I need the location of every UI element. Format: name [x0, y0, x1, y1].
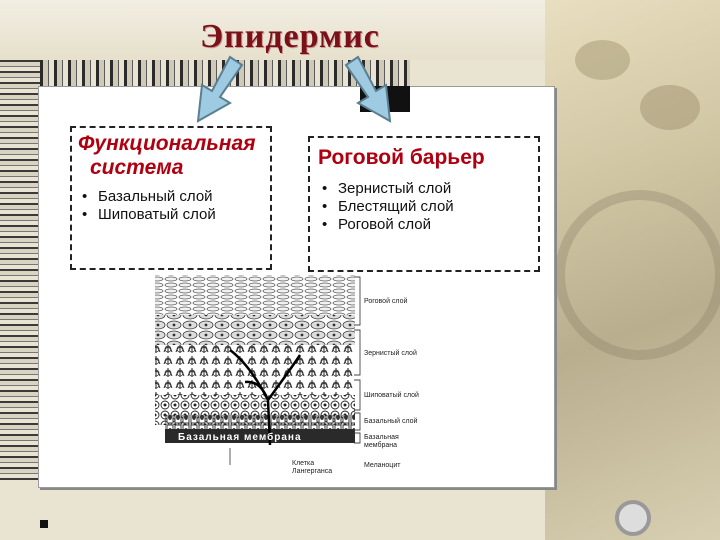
horny-barrier-list [318, 180, 530, 234]
functional-system-heading: Функциональная [78, 132, 256, 155]
membrane-caption: Базальная мембрана [178, 432, 302, 443]
background-photo-panel [545, 0, 720, 540]
stethoscope-head-decoration [615, 500, 651, 536]
page-title: Эпидермис [200, 18, 380, 55]
granular-layer [155, 315, 355, 345]
label-langerhans: Клетка Лангерганса [292, 460, 333, 475]
label-corneum: Роговой слой [364, 298, 408, 305]
list-item: • Роговой слой [318, 216, 530, 234]
list-item: • Блестящий слой [318, 198, 530, 216]
label-spinous: Шиповатый слой [364, 392, 419, 399]
list-item: • Шиповатый слой [78, 206, 264, 224]
pill-decoration [640, 85, 700, 130]
label-basal: Базальный слой [364, 418, 418, 425]
stethoscope-decoration [555, 190, 720, 360]
horny-barrier-heading: Роговой барьер [318, 146, 485, 169]
decorative-stripes-left [0, 60, 40, 480]
arrow-left-icon [190, 55, 250, 125]
decorative-square [40, 520, 48, 528]
list-item: • Базальный слой [78, 188, 264, 206]
basal-layer [165, 415, 355, 429]
pill-decoration [575, 40, 630, 80]
functional-system-list [78, 188, 264, 224]
label-membrane: Базальная мембрана [364, 434, 399, 449]
corneum-layer [155, 275, 355, 315]
list-item: • Зернистый слой [318, 180, 530, 198]
label-melanocyte: Меланоцит [364, 462, 401, 469]
label-granular: Зернистый слой [364, 350, 417, 357]
functional-system-heading-line2: система [90, 156, 184, 179]
spinous-layer [155, 345, 355, 395]
functional-system-box [70, 126, 272, 270]
arrow-right-icon [338, 55, 398, 125]
horny-barrier-box [308, 136, 540, 272]
